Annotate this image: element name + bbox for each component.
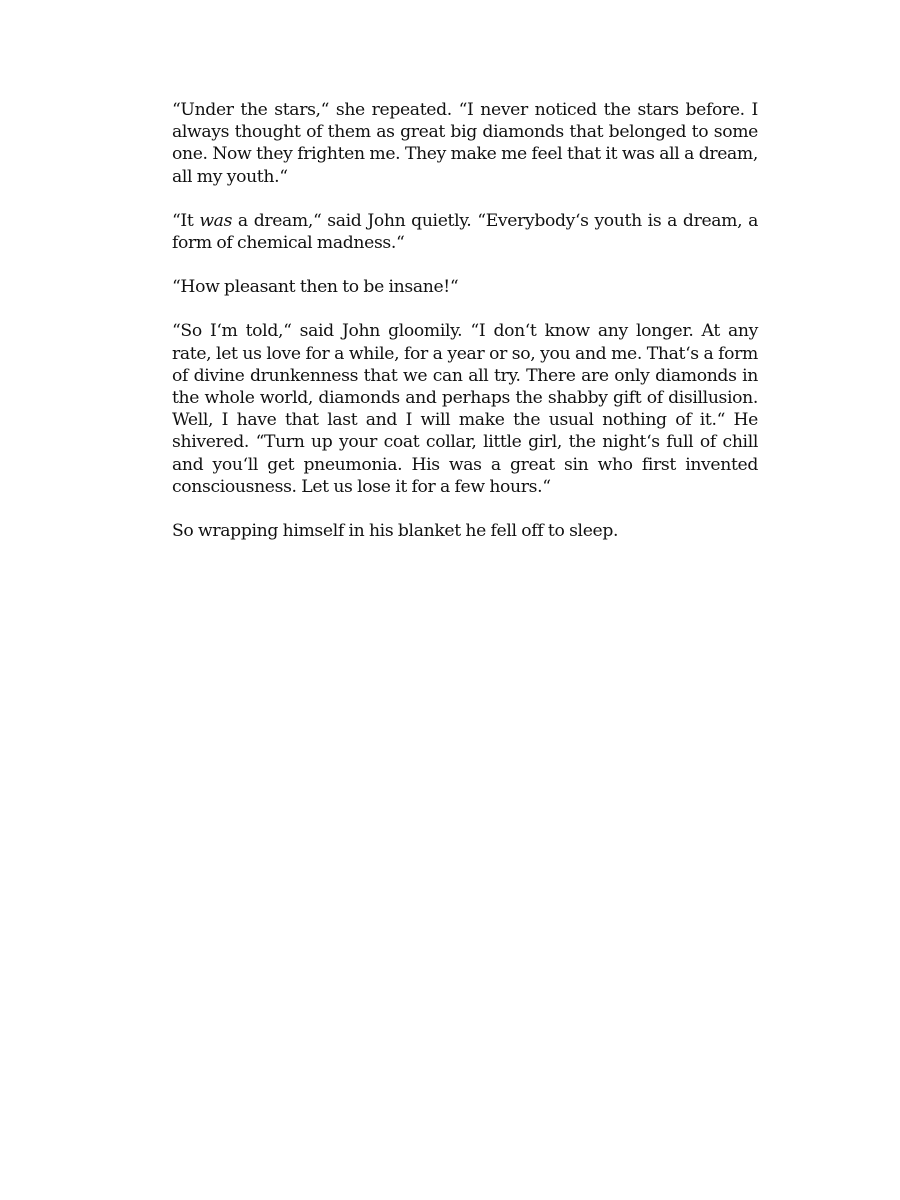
- paragraph-3: “How pleasant then to be insane!“: [172, 277, 459, 298]
- paragraph-2-after: a dream,“ said John quietly. “Everybody‘s youth is a dream, a form of chemical madness.“: [172, 210, 759, 254]
- paragraph-2: [172, 210, 758, 254]
- paragraph-1: “Under the stars,“ she repeated. “I never noticed the stars before. I always thought of them as great big diamonds that belonged to some one. Now they frighten me. They make me feel that it was all a dream, all my youth.“: [172, 100, 758, 187]
- paragraph-2-emphasis: was: [199, 210, 233, 231]
- paragraph-2-before: “It: [172, 210, 200, 231]
- body-text: [172, 99, 758, 564]
- paragraph-4: “So I‘m told,“ said John gloomily. “I don‘t know any longer. At any rate, let us love for a while, for a year or so, you and me. That‘s a form of divine drunkenness that we can all try. There are only diamonds in the whole world, diamonds and perhaps the shabby gift of disillusion. Well, I have that last and I will make the usual nothing of it.“ He shivered. “Turn up your coat collar, little girl, the night‘s full of chill and you‘ll get pneumonia. His was a great sin who first invented consciousness. Let us lose it for a few hours.“: [172, 321, 758, 497]
- paragraph-5: So wrapping himself in his blanket he fell off to sleep.: [172, 521, 619, 542]
